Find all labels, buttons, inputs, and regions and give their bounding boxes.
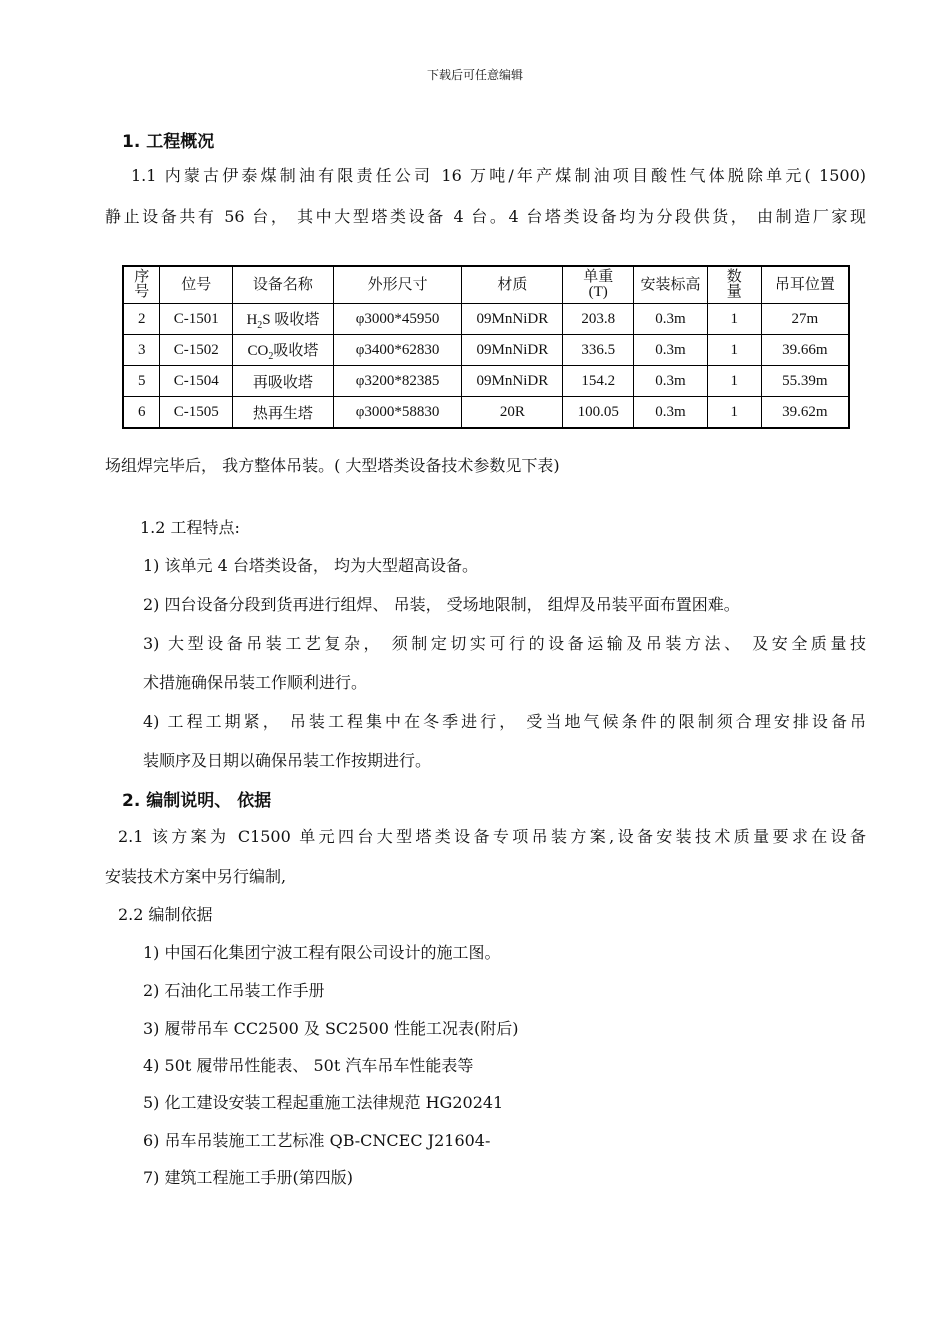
cell-qty: 1 xyxy=(707,335,761,366)
cell-name: $CO_2$吸收塔 xyxy=(233,335,334,366)
cell-seq: 5 xyxy=(123,366,160,397)
col-lug: 吊耳位置 xyxy=(761,266,849,304)
cell-name: 再吸收塔 xyxy=(233,366,334,397)
basis-title: 2.2 编制依据 xyxy=(118,905,213,924)
cell-dims: φ3400*62830 xyxy=(333,335,462,366)
cell-tag: C-1501 xyxy=(160,304,233,335)
cell-elevation: 0.3m xyxy=(634,366,708,397)
col-elevation: 安装标高 xyxy=(634,266,708,304)
cell-weight: 100.05 xyxy=(563,397,634,429)
col-dims: 外形尺寸 xyxy=(333,266,462,304)
cell-material: 20R xyxy=(462,397,563,429)
cell-material: 09MnNiDR xyxy=(462,335,563,366)
cell-elevation: 0.3m xyxy=(634,397,708,429)
basis-item: 4) 50t 履带吊性能表、 50t 汽车吊车性能表等 xyxy=(143,1056,474,1075)
cell-lug: 39.62m xyxy=(761,397,849,429)
cell-elevation: 0.3m xyxy=(634,335,708,366)
col-tag: 位号 xyxy=(160,266,233,304)
features-title: 1.2 工程特点: xyxy=(140,518,240,537)
feature-item-3-line-2: 术措施确保吊装工作顺利进行。 xyxy=(143,673,368,692)
feature-item-4-line-2: 装顺序及日期以确保吊装工作按期进行。 xyxy=(143,751,432,770)
cell-qty: 1 xyxy=(707,397,761,429)
cell-name: 热再生塔 xyxy=(233,397,334,429)
col-qty: 数 量 xyxy=(707,266,761,304)
cell-tag: C-1504 xyxy=(160,366,233,397)
cell-tag: C-1502 xyxy=(160,335,233,366)
basis-item: 1) 中国石化集团宁波工程有限公司设计的施工图。 xyxy=(143,943,501,962)
section-1-title: 1. 工程概况 xyxy=(122,132,215,152)
cell-name: $H_2S$ 吸收塔 xyxy=(233,304,334,335)
feature-item-4-line-1: 4) 工程工期紧， 吊装工程集中在冬季进行， 受当地气候条件的限制须合理安排设备吊 xyxy=(143,712,866,731)
cell-seq: 3 xyxy=(123,335,160,366)
basis-item: 3) 履带吊车 CC2500 及 SC2500 性能工况表(附后) xyxy=(143,1019,519,1038)
header-note: 下载后可任意编辑 xyxy=(426,68,523,82)
basis-item: 5) 化工建设安装工程起重施工法律规范 HG20241 xyxy=(143,1093,504,1112)
section-2-title: 2. 编制说明、 依据 xyxy=(122,791,272,811)
intro-line-1: 1.1 内蒙古伊泰煤制油有限责任公司 16 万吨/年产煤制油项目酸性气体脱除单元( 1500) xyxy=(131,166,866,185)
cell-lug: 39.66m xyxy=(761,335,849,366)
cell-lug: 27m xyxy=(761,304,849,335)
cell-weight: 203.8 xyxy=(563,304,634,335)
table-header-row xyxy=(123,266,849,304)
table-row xyxy=(123,335,849,366)
cell-elevation: 0.3m xyxy=(634,304,708,335)
cell-material: 09MnNiDR xyxy=(462,304,563,335)
cell-material: 09MnNiDR xyxy=(462,366,563,397)
intro-line-3: 场组焊完毕后， 我方整体吊装。( 大型塔类设备技术参数见下表) xyxy=(105,456,560,475)
cell-weight: 336.5 xyxy=(563,335,634,366)
intro-line-2: 静止设备共有 56 台， 其中大型塔类设备 4 台。4 台塔类设备均为分段供货， 由制造厂家现 xyxy=(105,207,866,226)
table-row xyxy=(123,397,849,429)
equipment-table xyxy=(122,265,850,429)
section-2-line-1: 2.1 该方案为 C1500 单元四台大型塔类设备专项吊装方案,设备安装技术质量要求在设备 xyxy=(118,827,866,846)
cell-weight: 154.2 xyxy=(563,366,634,397)
cell-dims: φ3000*58830 xyxy=(333,397,462,429)
basis-item: 2) 石油化工吊装工作手册 xyxy=(143,981,325,1000)
section-2-line-2: 安装技术方案中另行编制, xyxy=(105,867,287,886)
cell-tag: C-1505 xyxy=(160,397,233,429)
cell-dims: φ3200*82385 xyxy=(333,366,462,397)
cell-dims: φ3000*45950 xyxy=(333,304,462,335)
table-row xyxy=(123,304,849,335)
cell-seq: 2 xyxy=(123,304,160,335)
cell-qty: 1 xyxy=(707,366,761,397)
feature-item-1: 1) 该单元 4 台塔类设备， 均为大型超高设备。 xyxy=(143,556,478,575)
cell-seq: 6 xyxy=(123,397,160,429)
feature-item-3-line-1: 3) 大型设备吊装工艺复杂， 须制定切实可行的设备运输及吊装方法、 及安全质量技 xyxy=(143,634,866,653)
basis-item: 6) 吊车吊装施工工艺标准 QB-CNCEC J21604- xyxy=(143,1131,491,1150)
cell-lug: 55.39m xyxy=(761,366,849,397)
basis-item: 7) 建筑工程施工手册(第四版) xyxy=(143,1168,353,1187)
cell-qty: 1 xyxy=(707,304,761,335)
table-row xyxy=(123,366,849,397)
col-name: 设备名称 xyxy=(233,266,334,304)
feature-item-2: 2) 四台设备分段到货再进行组焊、 吊装， 受场地限制， 组焊及吊装平面布置困难。 xyxy=(143,595,740,614)
col-material: 材质 xyxy=(462,266,563,304)
col-weight: 单重 (T) xyxy=(563,266,634,304)
col-seq: 序 号 xyxy=(123,266,160,304)
